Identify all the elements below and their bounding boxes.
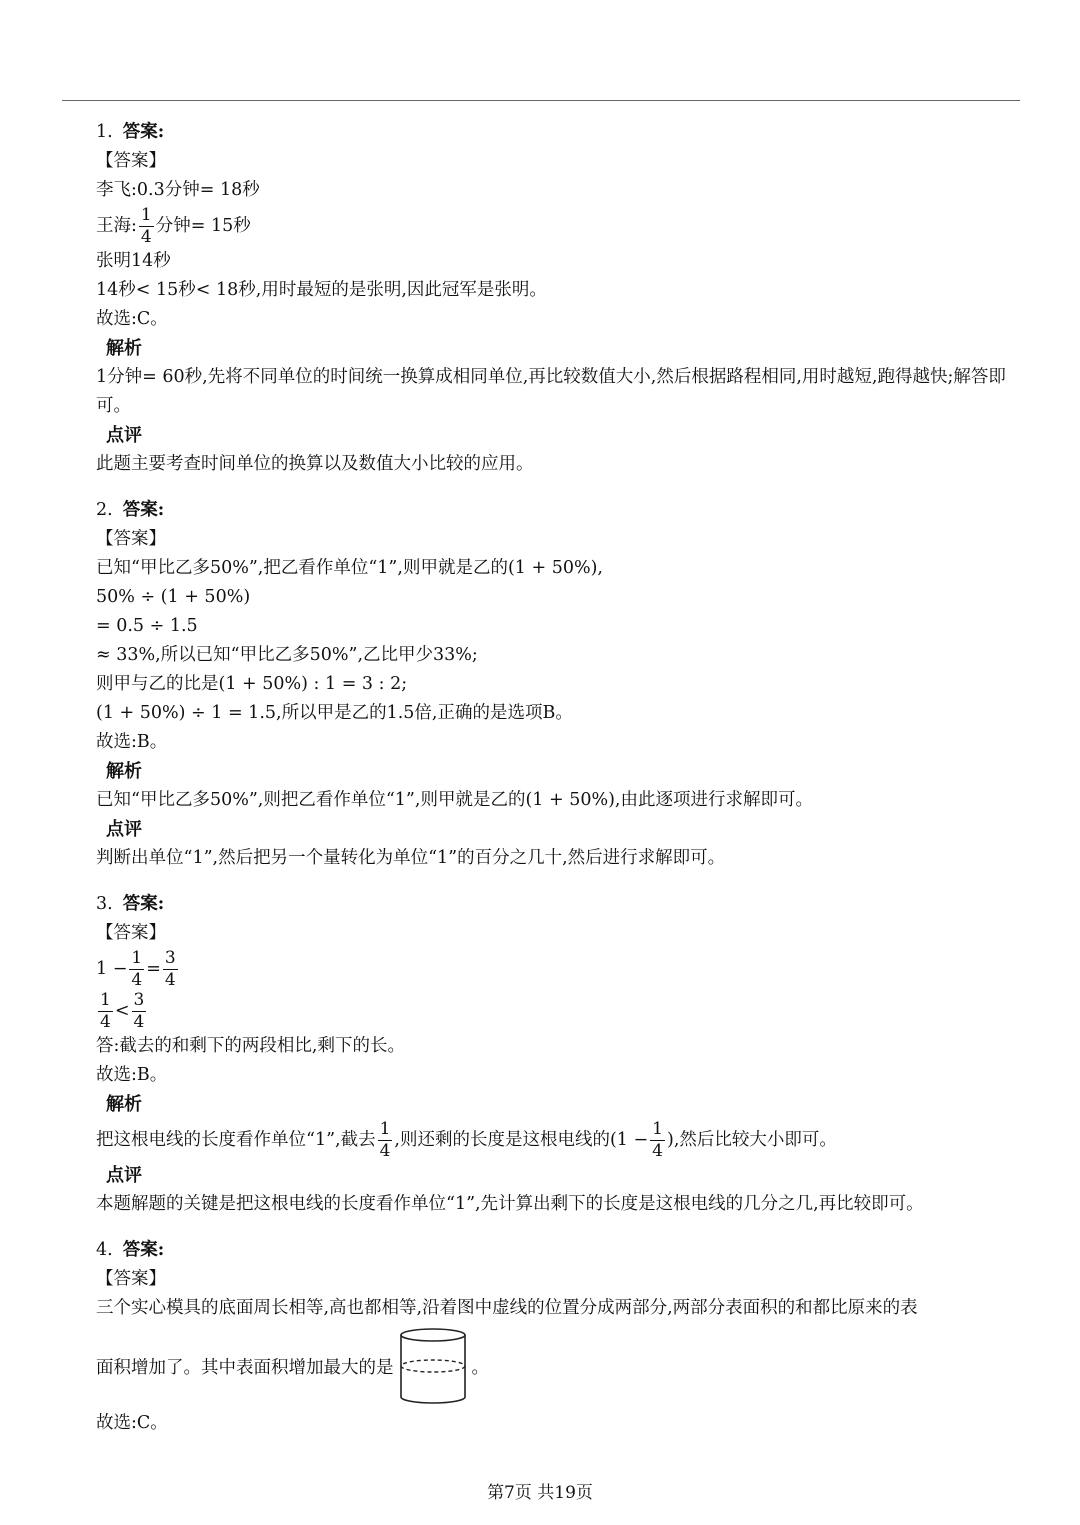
- answer-line: 答:截去的和剩下的两段相比,剩下的长。: [96, 1036, 405, 1056]
- choice-line: 故选:C。: [96, 309, 168, 329]
- choice-line: 故选:C。: [96, 1413, 168, 1433]
- answer-label: 答案:: [122, 1240, 165, 1260]
- answer-line: (1 + 50%) ÷ 1 = 1.5,所以甲是乙的1.5倍,正确的是选项B。: [96, 703, 573, 723]
- question-3-header: [96, 890, 1031, 919]
- fraction: $\frac{1}{4}$: [131, 948, 143, 990]
- fraction: $\frac{3}{4}$: [164, 948, 176, 990]
- question-number: 1.: [96, 122, 113, 142]
- answer-line: = 0.5 ÷ 1.5: [96, 616, 198, 636]
- answer-label: 答案:: [122, 894, 165, 914]
- question-number: 3.: [96, 894, 113, 914]
- analysis-heading: 解析: [106, 761, 142, 782]
- question-3: [96, 890, 1031, 1219]
- analysis-text: 1分钟= 60秒,先将不同单位的时间统一换算成相同单位,再比较数值大小,然后根据路程相同,用时越短,跑得越快;解答即可。: [96, 367, 1006, 416]
- question-4: [96, 1236, 1031, 1438]
- analysis-text: 已知“甲比乙多50%”,则把乙看作单位“1”,则甲就是乙的(1 + 50%),由此逐项进行求解即可。: [96, 790, 813, 810]
- comment-heading: 点评: [106, 425, 142, 446]
- question-1-header: [96, 118, 1031, 147]
- analysis-heading: 解析: [106, 1094, 142, 1115]
- choice-line: 故选:B。: [96, 732, 168, 752]
- comparison-line: $\frac{1}{4}$ < $\frac{3}{4}$: [100, 990, 145, 1032]
- comment-heading: 点评: [106, 819, 142, 840]
- analysis-text: 把这根电线的长度看作单位“1”,截去 $\frac{1}{4}$ ,则还剩的长度是这根电线的(1 − $\frac{1}{4}$ ),然后比较大小即可。: [96, 1119, 837, 1161]
- fraction: $\frac{1}{4}$: [652, 1119, 663, 1161]
- answer-line: ≈ 33%,所以已知“甲比乙多50%”,乙比甲少33%;: [96, 645, 478, 665]
- answer-line: 则甲与乙的比是(1 + 50%) : 1 = 3 : 2;: [96, 674, 408, 694]
- comment-heading: 点评: [106, 1165, 142, 1186]
- answer-tag: 【答案】: [96, 529, 166, 549]
- answer-line-figure: 面积增加了。其中表面积增加最大的是 。: [96, 1323, 1031, 1409]
- answer-line: 李飞:0.3分钟= 18秒: [96, 180, 260, 200]
- page-footer: 第7页 共19页: [487, 1483, 593, 1503]
- answer-tag: 【答案】: [96, 923, 166, 943]
- fraction: $\frac{1}{4}$: [379, 1119, 391, 1161]
- answer-line: 14秒< 15秒< 18秒,用时最短的是张明,因此冠军是张明。: [96, 280, 547, 300]
- choice-line: 故选:B。: [96, 1065, 168, 1085]
- answer-tag: 【答案】: [96, 1269, 166, 1289]
- answer-line: 三个实心模具的底面周长相等,高也都相等,沿着图中虚线的位置分成两部分,两部分表面积的和都比原来的表: [96, 1298, 918, 1318]
- answer-line-fraction: 王海: $\frac{1}{4}$ 分钟= 15秒: [96, 205, 251, 247]
- comment-text: 此题主要考查时间单位的换算以及数值大小比较的应用。: [96, 454, 534, 474]
- question-1: [96, 118, 1031, 479]
- answer-label: 答案:: [122, 500, 165, 520]
- fraction: $\frac{3}{4}$: [133, 990, 145, 1032]
- question-4-header: [96, 1236, 1031, 1265]
- question-2-header: [96, 496, 1031, 525]
- answer-tag: 【答案】: [96, 151, 166, 171]
- header-rule: [62, 100, 1020, 101]
- question-number: 2.: [96, 500, 113, 520]
- fraction: $\frac{1}{4}$: [140, 205, 152, 247]
- comment-text: 本题解题的关键是把这根电线的长度看作单位“1”,先计算出剩下的长度是这根电线的几分之几,再比较即可。: [96, 1194, 924, 1214]
- answer-line: 已知“甲比乙多50%”,把乙看作单位“1”,则甲就是乙的(1 + 50%),: [96, 558, 603, 578]
- answer-line: 50% ÷ (1 + 50%): [96, 587, 251, 607]
- question-number: 4.: [96, 1240, 113, 1260]
- answer-line: 张明14秒: [96, 251, 171, 271]
- comment-text: 判断出单位“1”,然后把另一个量转化为单位“1”的百分之几十,然后进行求解即可。: [96, 848, 726, 868]
- question-2: [96, 496, 1031, 873]
- equation-line: 1 − $\frac{1}{4}$ = $\frac{3}{4}$: [96, 948, 176, 990]
- answer-page: [96, 118, 1031, 1438]
- cylinder-figure: [398, 1326, 468, 1406]
- analysis-heading: 解析: [106, 338, 142, 359]
- fraction: $\frac{1}{4}$: [100, 990, 111, 1032]
- answer-label: 答案:: [122, 122, 165, 142]
